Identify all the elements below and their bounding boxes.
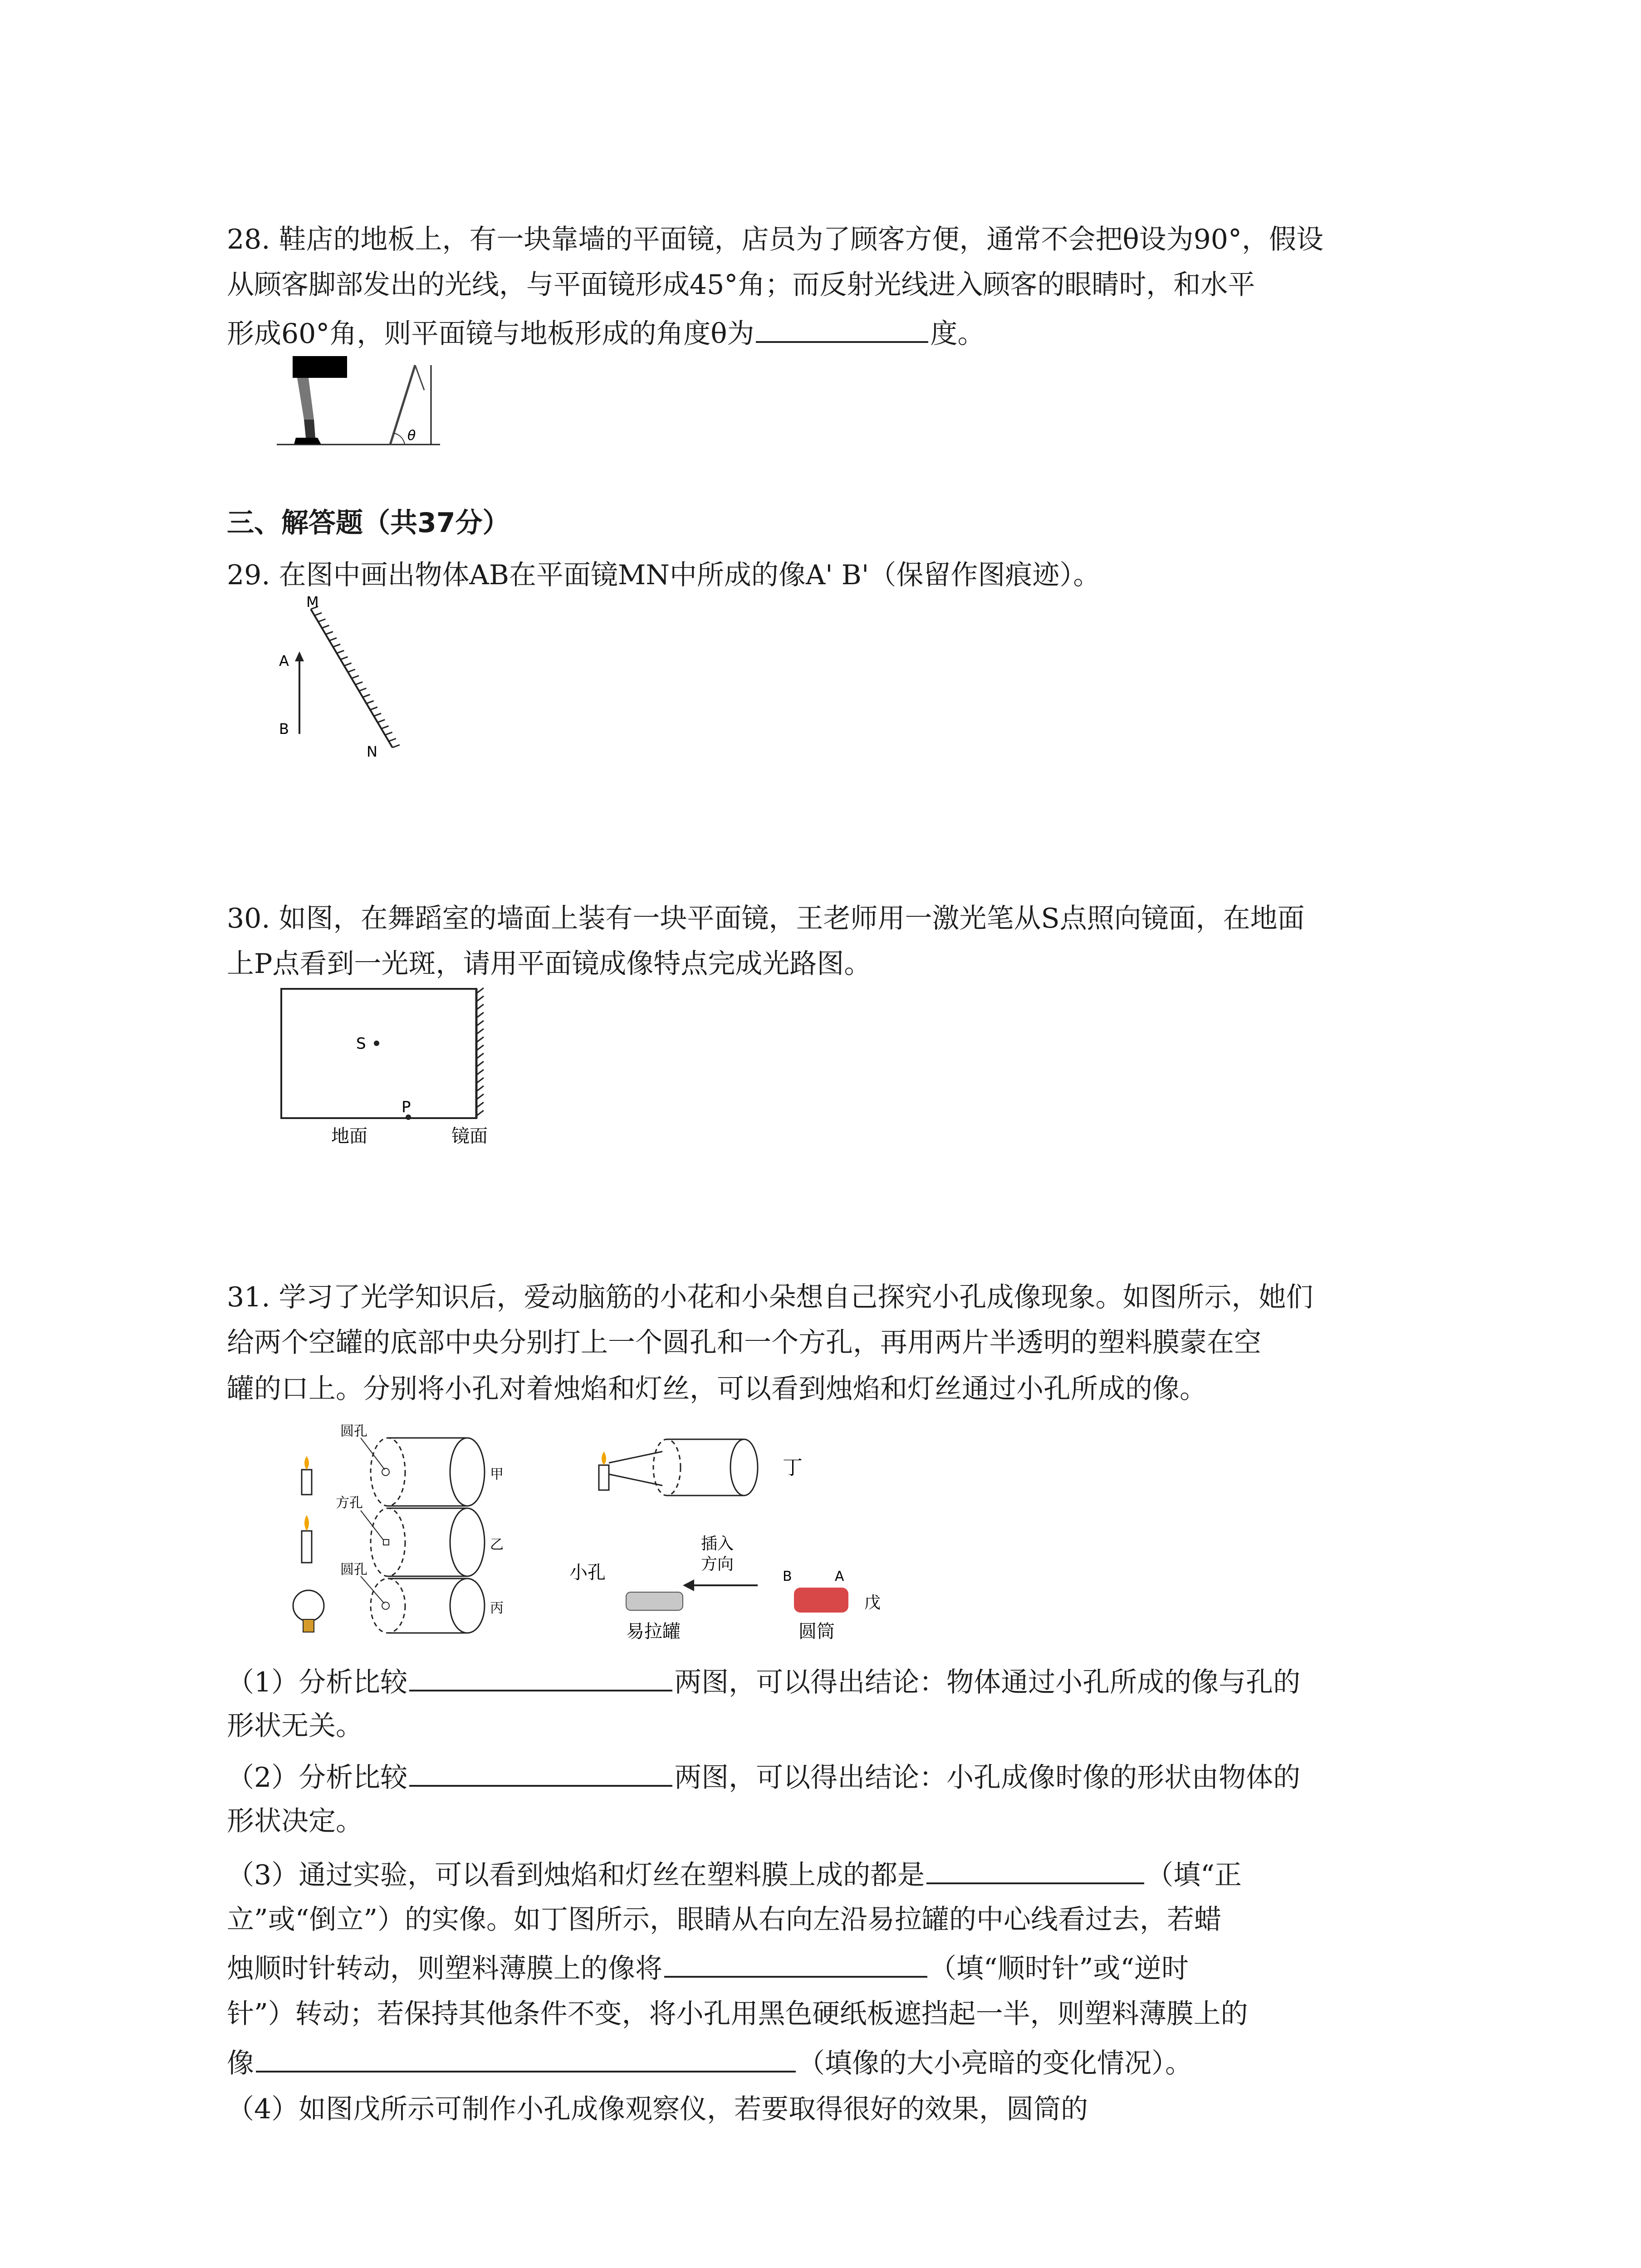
q31-part-3-image: 像 [227,2048,254,2079]
q30-mirror-label: 镜面 [451,1126,488,1147]
q30-figure [277,984,504,1157]
q31-part-3-hint-2: （填“顺时针”或“逆时 [929,1953,1189,1984]
q28-line-2: 从顾客脚部发出的光线，与平面镜形成45°角；而反射光线进入顾客的眼睛时，和水平 [227,269,1255,301]
q31-part-3-blank-3[interactable] [256,2043,796,2072]
q28-theta-label: θ [407,428,416,444]
q31-part-1-cont: 形状无关。 [227,1710,363,1742]
q29-label-B: B [279,720,289,738]
q31-label-B: B [783,1569,792,1584]
q30-line-2: 上P点看到一光斑，请用平面镜成像特点完成光路图。 [227,948,872,980]
q28-answer-blank[interactable] [756,314,928,343]
q31-part-1-suffix: 两图，可以得出结论：物体通过小孔所成的像与孔的 [674,1667,1301,1698]
q31-part-1-prefix: （1）分析比较 [227,1667,408,1698]
q31-part-3-line-4: 针”）转动；若保持其他条件不变，将小孔用黑色硬纸板遮挡起一半，则塑料薄膜上的 [227,1998,1248,2030]
q29-text: 29. 在图中画出物体AB在平面镜MN中所成的像A' B'（保留作图痕迹）。 [227,559,1101,591]
q31-part-3 [227,1855,1242,1893]
q31-part-2-prefix: （2）分析比较 [227,1762,408,1794]
q31-part-3-prefix: （3）通过实验，可以看到烛焰和灯丝在塑料膜上成的都是 [227,1859,925,1891]
q31-small-hole-label: 小孔 [569,1562,606,1583]
q31-part-4: （4）如图戊所示可制作小孔成像观察仪，若要取得很好的效果，圆筒的 [227,2093,1088,2125]
q31-label-wu: 戊 [864,1593,881,1612]
q31-square-hole: 方孔 [336,1495,363,1511]
q31-part-1-blank[interactable] [409,1662,672,1691]
q31-line-2: 给两个空罐的底部中央分别打上一个圆孔和一个方孔，再用两片半透明的塑料膜蒙在空 [227,1327,1261,1359]
q31-line-1: 31. 学习了光学知识后，爱动脑筋的小花和小朵想自己探究小孔成像现象。如图所示，她们 [227,1281,1313,1313]
q31-part-3-hint-3: （填像的大小亮暗的变化情况）。 [798,2048,1192,2079]
q29-figure [272,593,417,761]
q31-label-A: A [835,1569,844,1584]
q29-label-A: A [279,652,289,670]
q31-label-bing: 丙 [490,1600,504,1616]
q29-label-N: N [367,743,377,760]
q31-round-hole-2: 圆孔 [340,1562,367,1578]
q31-can-label: 易拉罐 [626,1621,681,1642]
q28-line-3-end: 度。 [930,318,985,350]
q31-part-3-hint-1: （填“正 [1146,1859,1242,1891]
q28-line-3 [227,314,985,352]
q31-label-ding: 丁 [783,1456,803,1479]
q30-line-1: 30. 如图，在舞蹈室的墙面上装有一块平面镜，王老师用一激光笔从S点照向镜面，在地面 [227,903,1305,934]
q31-part-2-suffix: 两图，可以得出结论：小孔成像时像的形状由物体的 [674,1762,1301,1794]
q31-insert-label-1: 插入 [701,1535,734,1553]
q31-part-3-blank-1[interactable] [926,1855,1144,1884]
q31-part-3-line-2: 立”或“倒立”）的实像。如丁图所示，眼睛从右向左沿易拉罐的中心线看过去，若蜡 [227,1904,1222,1936]
q30-label-S: S [356,1035,366,1053]
q31-insert-label-2: 方向 [701,1555,734,1574]
q31-label-jia: 甲 [490,1466,504,1482]
q31-part-1 [227,1662,1300,1701]
q31-part-2-blank[interactable] [409,1758,672,1787]
q31-part-2 [227,1758,1300,1796]
q31-tube-label: 圆筒 [798,1621,835,1642]
q29-label-M: M [306,593,319,611]
section-3-title: 三、解答题（共37分） [227,507,510,539]
q31-part-2-cont: 形状决定。 [227,1805,363,1837]
q31-part-3-line-5 [227,2043,1192,2082]
q31-line-3: 罐的口上。分别将小孔对着烛焰和灯丝，可以看到烛焰和灯丝通过小孔所成的像。 [227,1373,1207,1405]
q31-part-3-mid: 烛顺时针转动，则塑料薄膜上的像将 [227,1953,662,1984]
q30-label-P: P [402,1098,411,1116]
q28-line-3-text: 形成60°角，则平面镜与地板形成的角度θ为 [227,318,754,350]
q31-part-3-blank-2[interactable] [664,1949,927,1978]
q28-line-1: 28. 鞋店的地板上，有一块靠墙的平面镜，店员为了顾客方便，通常不会把θ设为90°，假设 [227,224,1323,255]
q31-part-3-line-3 [227,1949,1189,1987]
q31-label-yi: 乙 [490,1537,504,1553]
q28-figure [272,352,445,451]
q31-round-hole-1: 圆孔 [340,1423,367,1439]
q31-figure [290,1420,926,1647]
q30-ground-label: 地面 [331,1126,367,1147]
